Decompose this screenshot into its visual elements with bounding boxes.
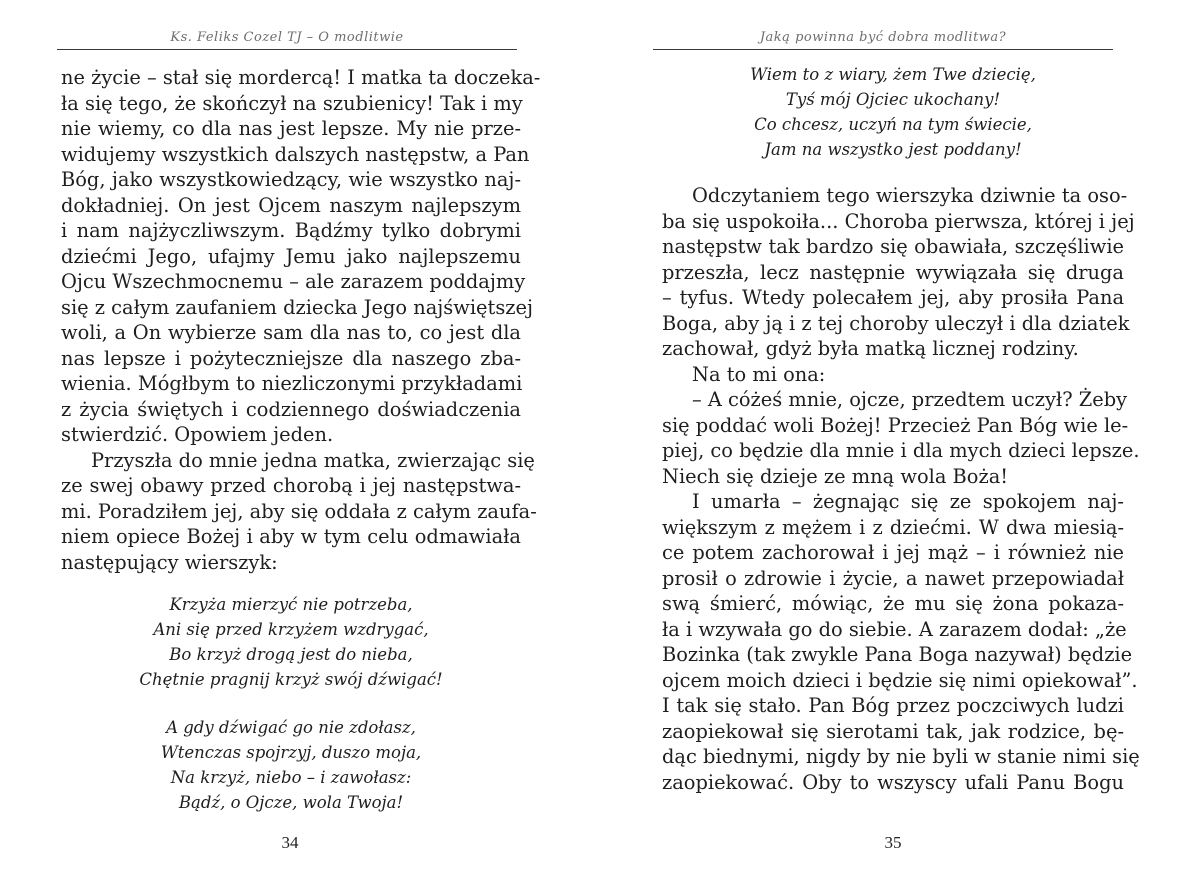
text-line: ła i wzywała go do siebie. A zarazem dodał: „że bbox=[662, 617, 1127, 641]
text-line: następujący wierszyk: bbox=[61, 550, 278, 574]
verse-line: Ani się przed krzyżem wzdrygać, bbox=[153, 620, 429, 639]
text-line: zaopiekował się sierotami tak, jak rodzice, bę- bbox=[662, 719, 1124, 743]
text-line: swą śmierć, mówiąc, że mu się żona pokaza- bbox=[662, 592, 1124, 615]
text-line: ze swej obawy przed chorobą i jej następstwa- bbox=[61, 474, 521, 497]
text-line: mi. Poradziłem jej, aby się oddała z całym zaufa- bbox=[61, 499, 537, 523]
text-line: – A cóżeś mnie, ojcze, przedtem uczył? Żeby bbox=[692, 388, 1128, 411]
text-line: Odczytaniem tego wierszyka dziwnie ta oso- bbox=[692, 184, 1128, 207]
verse-line: Tyś mój Ojciec ukochany! bbox=[785, 90, 1001, 109]
verse-line: Jam na wszystko jest poddany! bbox=[764, 140, 1022, 159]
text-line: I umarła – żegnając się ze spokojem naj- bbox=[692, 490, 1124, 513]
body-text-left bbox=[61, 65, 541, 575]
text-line: nas lepsze i pożyteczniejsze dla naszego zba- bbox=[61, 346, 521, 370]
text-line: – tyfus. Wtedy polecałem jej, aby prosiła Pana bbox=[662, 286, 1124, 309]
text-line: Na to mi ona: bbox=[692, 362, 826, 386]
running-head-left: Ks. Feliks Cozel TJ – O modlitwie bbox=[170, 30, 404, 45]
text-line: Bóg, jako wszystkowiedzący, wie wszystko naj- bbox=[61, 168, 521, 191]
text-line: Niech się dzieje ze mną wola Boża! bbox=[662, 464, 1009, 488]
text-line: I tak się stało. Pan Bóg przez poczciwych ludzi bbox=[662, 694, 1124, 717]
text-line: dokładniej. On jest Ojcem naszym najlepszym bbox=[61, 193, 521, 217]
text-line: dąc biednymi, nigdy by nie byli w stanie nimi się bbox=[662, 745, 1140, 768]
text-line: dziećmi Jego, ufajmy Jemu jako najlepszemu bbox=[61, 244, 521, 268]
text-line: następstw tak bardzo się obawiała, szczęśliwie bbox=[662, 235, 1124, 258]
text-line: i nam najżyczliwszym. Bądźmy tylko dobrymi bbox=[61, 219, 521, 242]
text-line: Boga, aby ją i z tej choroby uleczył i dla dziatek bbox=[662, 311, 1130, 335]
text-line: Przyszła do mnie jedna matka, zwierzając się bbox=[91, 448, 535, 472]
verse-line: A gdy dźwigać go nie zdołasz, bbox=[166, 718, 416, 737]
verse-line: Wiem to z wiary, żem Twe dziecię, bbox=[750, 65, 1036, 84]
text-line: większym z mężem i z dziećmi. W dwa miesią- bbox=[662, 515, 1124, 539]
poem-stanza-2 bbox=[61, 715, 521, 815]
left-page bbox=[0, 0, 590, 886]
text-line: ła się tego, że skończył na szubienicy! Tak i my bbox=[61, 91, 523, 115]
text-line: piej, co będzie dla mnie i dla mych dzieci lepsze. bbox=[662, 439, 1140, 462]
verse-line: Krzyża mierzyć nie potrzeba, bbox=[169, 595, 413, 614]
poem-stanza-3 bbox=[662, 62, 1124, 162]
text-line: prosił o zdrowie i życie, a nawet przepowiadał bbox=[662, 566, 1124, 590]
text-line: z życia świętych i codziennego doświadczenia bbox=[61, 397, 521, 421]
verse-line: Co chcesz, uczyń na tym świecie, bbox=[754, 115, 1032, 134]
text-line: ne życie – stał się mordercą! I matka ta doczeka- bbox=[61, 66, 541, 89]
text-line: Ojcu Wszechmocnemu – ale zarazem poddajmy bbox=[61, 270, 526, 293]
text-line: nie wiemy, co dla nas jest lepsze. My nie prze- bbox=[61, 117, 521, 140]
text-line: ojcem moich dzieci i będzie się nimi opiekował”. bbox=[662, 668, 1138, 692]
text-line: się poddać woli Bożej! Przecież Pan Bóg wie le- bbox=[662, 413, 1129, 437]
running-head-right: Jaką powinna być dobra modlitwa? bbox=[759, 30, 1007, 45]
header-rule-right bbox=[653, 49, 1113, 50]
text-line: ce potem zachorował i jej mąż – i również nie bbox=[662, 541, 1124, 564]
poem-stanza-1 bbox=[61, 592, 521, 692]
verse-line: Na krzyż, niebo – i zawołasz: bbox=[170, 768, 412, 787]
text-line: zaopiekować. Oby to wszyscy ufali Panu Bogu bbox=[662, 770, 1124, 794]
text-line: niem opiece Bożej i aby w tym celu odmawiała bbox=[61, 525, 521, 548]
text-line: przeszła, lecz następnie wywiązała się druga bbox=[662, 260, 1124, 284]
text-line: zachował, gdyż była matką licznej rodziny. bbox=[662, 337, 1079, 360]
header-rule-left bbox=[57, 49, 517, 50]
text-line: woli, a On wybierze sam dla nas to, co jest dla bbox=[61, 321, 521, 344]
verse-line: Bo krzyż drogą jest do nieba, bbox=[169, 645, 413, 664]
verse-line: Bądź, o Ojcze, wola Twoja! bbox=[178, 793, 404, 812]
page-number-left: 34 bbox=[281, 833, 299, 852]
text-line: ba się uspokoiła... Choroba pierwsza, której i jej bbox=[662, 209, 1135, 233]
text-line: Bozinka (tak zwykle Pana Boga nazywał) będzie bbox=[662, 643, 1133, 666]
page-number-right: 35 bbox=[884, 833, 902, 852]
verse-line: Chętnie pragnij krzyż swój dźwigać! bbox=[139, 670, 443, 689]
text-line: widujemy wszystkich dalszych następstw, a Pan bbox=[61, 142, 530, 166]
body-text-right bbox=[662, 183, 1140, 795]
text-line: się z całym zaufaniem dziecka Jego najświętszej bbox=[61, 295, 533, 319]
text-line: stwierdzić. Opowiem jeden. bbox=[61, 423, 334, 446]
verse-line: Wtenczas spojrzyj, duszo moja, bbox=[160, 743, 422, 762]
text-line: wienia. Mógłbym to niezliczonymi przykładami bbox=[61, 372, 523, 395]
